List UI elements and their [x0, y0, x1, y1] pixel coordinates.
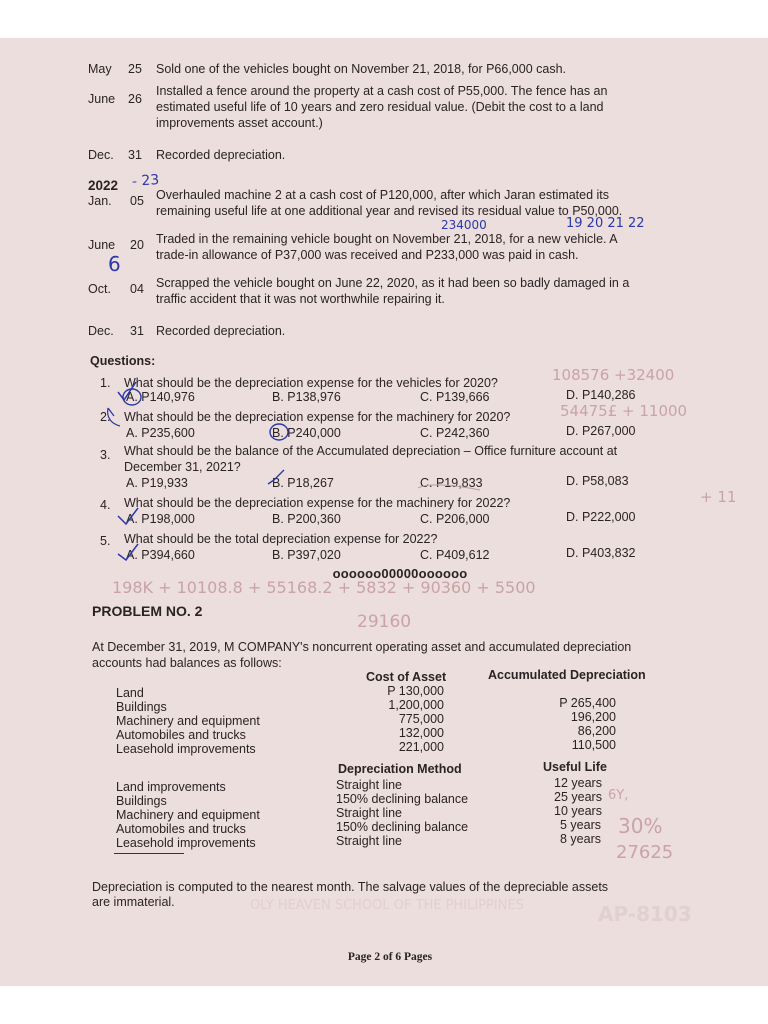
useful-life: 25 years: [554, 790, 602, 804]
entry-month: Dec.: [88, 148, 114, 162]
choice: B. P200,360: [272, 512, 341, 526]
entry-day: 20: [130, 238, 144, 252]
choice: C. P409,612: [420, 548, 490, 562]
entry-text: Traded in the remaining vehicle bought on November 21, 2018, for a new vehicle. A: [156, 232, 618, 246]
useful-life: 12 years: [554, 776, 602, 790]
depreciation-method: 150% declining balance: [336, 820, 469, 834]
asset-accum: P 265,400: [559, 696, 616, 710]
asset-name: Leasehold improvements: [116, 742, 256, 756]
choice: C. P19,833: [420, 476, 483, 490]
question-text: What should be the depreciation expense for the machinery for 2022?: [124, 496, 511, 510]
choice: A. P198,000: [126, 512, 195, 526]
asset-accum: 86,200: [577, 724, 616, 738]
handwritten-note: 54475£ + 11000: [560, 402, 688, 420]
asset-name: Automobiles and trucks: [116, 822, 246, 836]
handwritten-sum-result: 29160: [357, 612, 412, 632]
entry-day: 26: [128, 92, 142, 106]
question-number: 3.: [100, 448, 111, 462]
handwritten-note: 6: [108, 252, 121, 276]
asset-name: Machinery and equipment: [116, 714, 260, 728]
depreciation-method: Straight line: [336, 778, 403, 792]
entry-text: improvements asset account.): [156, 116, 323, 130]
asset-name: Leasehold improvements: [116, 836, 256, 850]
asset-cost: 775,000: [398, 712, 444, 726]
choice: C. P206,000: [420, 512, 490, 526]
asset-cost: 221,000: [398, 740, 444, 754]
choice: D. P140,286: [566, 388, 636, 402]
intro-text: accounts had balances as follows:: [92, 656, 282, 670]
entry-month: June: [88, 92, 116, 106]
choice: B. P18,267: [272, 476, 334, 490]
answer-circle: [270, 424, 288, 440]
asset-cost: P 130,000: [387, 684, 444, 698]
year-heading: 2022: [88, 178, 119, 193]
asset-cost: 132,000: [398, 726, 444, 740]
choice: A. P140,976: [126, 390, 195, 404]
entry-day: 04: [130, 282, 144, 296]
choice: A. P394,660: [126, 548, 195, 562]
choice: D. P403,832: [566, 546, 636, 560]
asset-accum: 196,200: [570, 710, 616, 724]
entry-day: 31: [128, 148, 142, 162]
choice: C. P139,666: [420, 390, 490, 404]
check-mark: [118, 544, 138, 560]
choice: C. P242,360: [420, 426, 490, 440]
page-number: Page 2 of 6 Pages: [347, 951, 433, 963]
entry-text: Scrapped the vehicle bought on June 22, 2020, as it had been so badly damaged in a: [156, 276, 630, 290]
pencil-mark: [418, 485, 480, 490]
question-number: 4.: [100, 498, 111, 512]
entry-text: Overhauled machine 2 at a cash cost of P120,000, after which Jaran estimated its: [156, 188, 610, 202]
choice: D. P222,000: [566, 510, 636, 524]
table-header-method: Depreciation Method: [338, 762, 462, 776]
handwritten-note: 30%: [618, 814, 663, 838]
asset-cost: 1,200,000: [388, 698, 444, 712]
entry-text: Installed a fence around the property at a cash cost of P55,000. The fence has an: [156, 84, 608, 98]
choice: A. P235,600: [126, 426, 195, 440]
asset-name: Buildings: [116, 794, 167, 808]
useful-life: 8 years: [560, 832, 601, 846]
depreciation-method: Straight line: [336, 834, 403, 848]
check-mark: [108, 408, 114, 416]
bleed-through-text: OLY HEAVEN SCHOOL OF THE PHILIPPINES: [250, 898, 524, 913]
question-text: What should be the balance of the Accumulated depreciation – Office furniture account at: [124, 444, 618, 458]
handwritten-note: 27625: [616, 842, 674, 863]
choice: D. P267,000: [566, 424, 636, 438]
asset-name: Machinery and equipment: [116, 808, 260, 822]
asset-name: Automobiles and trucks: [116, 728, 246, 742]
asset-accum: 110,500: [571, 738, 616, 752]
footer-text: are immaterial.: [92, 895, 175, 909]
useful-life: 5 years: [560, 818, 601, 832]
entry-text: Recorded depreciation.: [156, 324, 286, 338]
question-number: 2.: [100, 410, 111, 424]
question-number: 5.: [100, 534, 111, 548]
handwritten-note: + 11: [700, 488, 737, 506]
question-text: What should be the depreciation expense for the machinery for 2020?: [124, 410, 511, 424]
depreciation-method: Straight line: [336, 806, 403, 820]
question-text: What should be the total depreciation expense for 2022?: [124, 532, 438, 546]
entry-day: 05: [130, 194, 144, 208]
check-mark: [118, 508, 138, 524]
depreciation-method: 150% declining balance: [336, 792, 469, 806]
asset-name: Land: [116, 686, 144, 700]
entry-month: May: [88, 62, 112, 76]
useful-life: 10 years: [554, 804, 602, 818]
entry-month: Dec.: [88, 324, 114, 338]
underline-divider: [114, 853, 184, 854]
choice: B. P240,000: [272, 426, 341, 440]
entry-text: estimated useful life of 10 years and zero residual value. (Debit the cost to a land: [156, 100, 604, 114]
entry-text: trade-in allowance of P37,000 was received and P233,000 was paid in cash.: [156, 248, 579, 262]
intro-text: At December 31, 2019, M COMPANY's noncurrent operating asset and accumulated depreciation: [92, 640, 632, 654]
check-mark: [268, 470, 284, 484]
entry-month: June: [88, 238, 116, 252]
handwritten-note: 6Y,: [608, 788, 629, 803]
handwritten-sum: 198K + 10108.8 + 55168.2 + 5832 + 90360 + 5500: [112, 578, 536, 597]
question-text: What should be the depreciation expense for the vehicles for 2020?: [124, 376, 498, 390]
table-header-cost: Cost of Asset: [366, 670, 447, 684]
handwritten-note: 19 20 21 22: [566, 216, 645, 231]
entry-text: Sold one of the vehicles bought on November 21, 2018, for P66,000 cash.: [156, 62, 566, 76]
handwritten-year-note: - 23: [131, 172, 160, 190]
entry-month: Oct.: [88, 282, 111, 296]
entry-day: 31: [130, 324, 144, 338]
choice: D. P58,083: [566, 474, 629, 488]
choice: A. P19,933: [126, 476, 188, 490]
asset-name: Buildings: [116, 700, 167, 714]
entry-day: 25: [128, 62, 142, 76]
footer-text: Depreciation is computed to the nearest month. The salvage values of the depreciable assets: [92, 880, 609, 894]
entry-text: remaining useful life at one additional year and revised its residual value to P50,000.: [156, 204, 623, 218]
handwritten-note: 108576 +32400: [552, 366, 675, 384]
asset-name: Land improvements: [116, 780, 226, 794]
section-separator: oooooo00000oooooo: [332, 566, 468, 581]
entry-text: Recorded depreciation.: [156, 148, 286, 162]
problem-heading: PROBLEM NO. 2: [92, 603, 203, 619]
choice: B. P138,976: [272, 390, 341, 404]
bleed-through-code: AP-8103: [598, 902, 692, 926]
questions-heading: Questions:: [90, 354, 156, 368]
choice: B. P397,020: [272, 548, 341, 562]
question-number: 1.: [100, 376, 111, 390]
handwritten-note: 234000: [441, 218, 487, 232]
entry-month: Jan.: [88, 194, 112, 208]
entry-text: traffic accident that it was not worthwhile repairing it.: [156, 292, 445, 306]
table-header-life: Useful Life: [543, 760, 607, 774]
question-text: December 31, 2021?: [124, 460, 241, 474]
table-header-accum: Accumulated Depreciation: [488, 668, 646, 682]
